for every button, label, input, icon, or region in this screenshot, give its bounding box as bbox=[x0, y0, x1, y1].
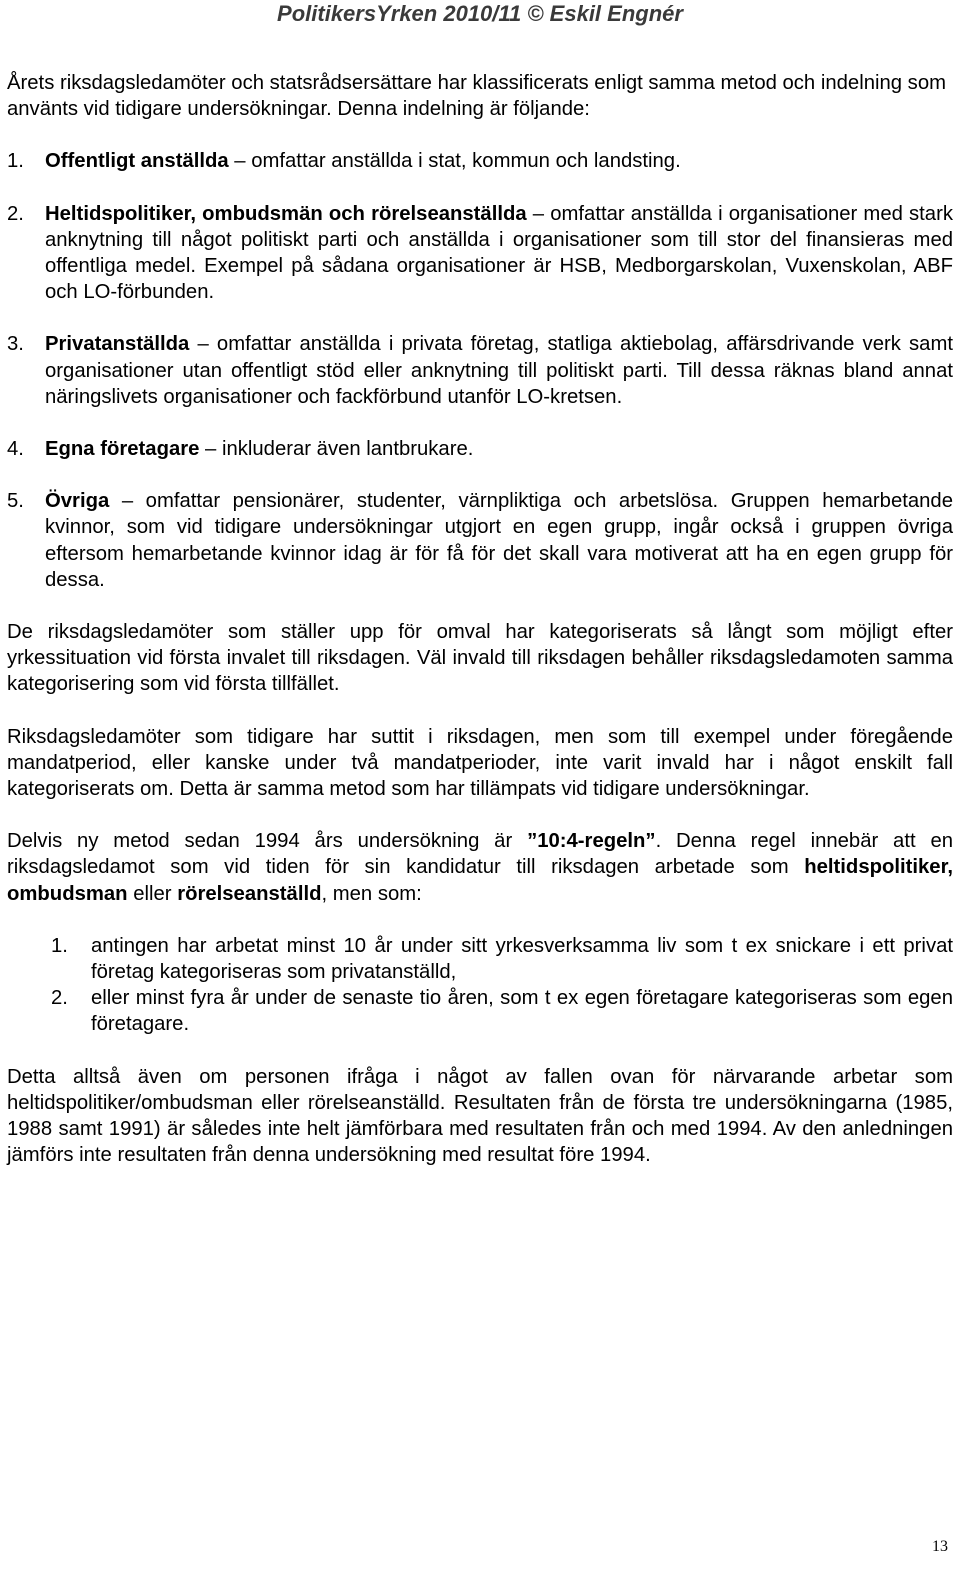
rule-name: ”10:4-regeln” bbox=[527, 830, 656, 853]
category-number: 2. bbox=[7, 202, 24, 225]
category-item-1 bbox=[7, 148, 953, 174]
term-heltidspolitiker: heltidspolitiker, ombudsman bbox=[7, 856, 953, 905]
document-body bbox=[7, 70, 953, 1169]
paragraph-10-4-rule: Delvis ny metod sedan 1994 års undersökning är ”10:4-regeln”. Denna regel innebär att en riksdagsledamot som vid tiden för sin kandidatur till riksdagen arbetade som heltidspolitiker, ombudsman eller rörelseanställd, men som: bbox=[7, 830, 954, 905]
condition-number: 1. bbox=[51, 934, 68, 957]
term-rorelseanstalld: rörelseanställd bbox=[177, 882, 322, 905]
category-number: 1. bbox=[7, 150, 24, 173]
category-item-5 bbox=[7, 488, 953, 593]
condition-item-1 bbox=[7, 933, 953, 985]
category-text: – omfattar anställda i organisationer med stark anknytning till något politiskt parti och anställda i organisationer som till stor del finansieras med offentliga medel. Exempel på sådana organisationer är HSB, Medborgarskolan, Vuxenskolan, ABF och LO-förbunden. bbox=[45, 202, 953, 304]
category-term: Privatanställda bbox=[45, 333, 190, 356]
intro-paragraph: Årets riksdagsledamöter och statsrådsersättare har klassificerats enligt samma metod och indelning som använts vid tidigare undersökningar. Denna indelning är följande: bbox=[7, 72, 946, 121]
conditions-list bbox=[7, 933, 953, 1038]
category-term: Offentligt anställda bbox=[45, 150, 229, 173]
category-number: 4. bbox=[7, 438, 24, 461]
condition-text: antingen har arbetat minst 10 år under sitt yrkesverksamma liv som t ex snickare i ett privat företag kategoriseras som privatanställd, bbox=[91, 934, 953, 984]
page-header: PolitikersYrken 2010/11 © Eskil Engnér bbox=[277, 1, 683, 26]
page-number: 13 bbox=[932, 1538, 948, 1555]
condition-item-2 bbox=[7, 985, 953, 1037]
category-text: – inkluderar även lantbrukare. bbox=[199, 438, 474, 461]
condition-number: 2. bbox=[51, 987, 68, 1010]
category-term: Heltidspolitiker, ombudsmän och rörelseanställda bbox=[45, 202, 527, 225]
category-number: 3. bbox=[7, 333, 24, 356]
paragraph-former-members: Riksdagsledamöter som tidigare har suttit i riksdagen, men som till exempel under föregående mandatperiod, eller kanske under två mandatperioder, inte varit invald har i något enskilt fall kategoriserats om. Detta är samma metod som har tillämpats vid tidigare undersökningar. bbox=[7, 725, 953, 801]
paragraph-comparability: Detta alltså även om personen ifråga i något av fallen ovan för närvarande arbetar som heltidspolitiker/ombudsman eller rörelseanställd. Resultaten från de första tre undersökningarna (1985, 1988 samt 1991) är således inte helt jämförbara med resultaten från och med 1994. Av den anledningen jämförs inte resultaten från denna undersökning med resultat före 1994. bbox=[7, 1065, 953, 1167]
category-number: 5. bbox=[7, 490, 24, 513]
category-item-3 bbox=[7, 331, 953, 410]
category-item-4 bbox=[7, 436, 953, 462]
category-item-2 bbox=[7, 201, 953, 306]
condition-text: eller minst fyra år under de senaste tio åren, som t ex egen företagare kategoriseras som egen företagare. bbox=[91, 987, 953, 1036]
category-term: Egna företagare bbox=[45, 438, 200, 461]
category-text: – omfattar anställda i stat, kommun och landsting. bbox=[228, 150, 681, 173]
category-text: – omfattar anställda i privata företag, statliga aktiebolag, affärsdrivande verk samt organisationer utan offentligt stöd eller anknytning till politiskt parti. Till dessa räknas bland annat näringslivets organisationer och fackförbund utanför LO-kretsen. bbox=[45, 333, 953, 408]
category-term: Övriga bbox=[45, 490, 110, 513]
paragraph-reelection: De riksdagsledamöter som ställer upp för omval har kategoriserats så långt som möjligt efter yrkessituation vid första invalet till riksdagen. Väl invald till riksdagen behåller riksdagsledamoten samma kategorisering som vid första tillfället. bbox=[7, 621, 953, 696]
category-text: – omfattar pensionärer, studenter, värnpliktiga och arbetslösa. Gruppen hemarbetande kvinnor, som vid tidigare undersökningar utgjort en egen grupp, ingår också i gruppen övriga eftersom hemarbetande kvinnor idag är för få för det skall vara motiverat att ha en egen grupp för dessa. bbox=[45, 490, 953, 591]
